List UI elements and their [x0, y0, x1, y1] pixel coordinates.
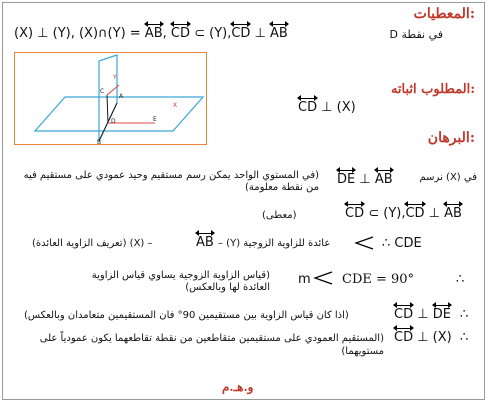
- given-point-text: في نقطة D: [389, 28, 443, 41]
- label-x: X: [173, 102, 178, 109]
- proof-line2-cd-2: CD: [405, 206, 424, 221]
- given-perp: ⊥: [250, 26, 271, 41]
- given-cd-2: CD: [231, 26, 250, 41]
- proof-line5-cd: CD: [394, 307, 413, 322]
- angle-icon: [353, 236, 375, 250]
- proof-line5-statement: CD ⊥ DE: [394, 307, 451, 322]
- therefore-sign: ∴: [382, 236, 391, 251]
- proof-line1-de: DE: [337, 172, 355, 187]
- proof-line6-cd: CD: [394, 330, 413, 345]
- label-e: E: [153, 116, 157, 123]
- proof-line5-de: DE: [433, 307, 451, 322]
- required-statement: CD ⊥ (X): [298, 100, 356, 115]
- angle-icon: [312, 271, 334, 285]
- given-prefix: (X) ⊥ (Y), (X)∩(Y) =: [14, 26, 145, 41]
- therefore-sign: ∴: [460, 330, 469, 345]
- given-ab-2: AB: [270, 26, 288, 41]
- given-cd-1: CD: [171, 26, 190, 41]
- proof-line1-ab: AB: [375, 172, 393, 187]
- given-subset: ⊂ (Y),: [189, 26, 232, 41]
- proof-line2-statement: CD ⊂ (Y),CD ⊥ AB: [345, 206, 462, 221]
- label-b: B: [97, 139, 102, 144]
- figure-frame: [14, 52, 207, 145]
- proof-line2-ab: AB: [444, 206, 462, 221]
- proof-line3-statement: [382, 236, 422, 251]
- given-heading: المعطيات:: [413, 6, 475, 22]
- proof-line6-statement: CD ⊥ (X): [394, 330, 452, 345]
- planes-diagram: [15, 53, 206, 144]
- label-a: A: [119, 93, 124, 100]
- proof-line3-reason-part2: – (X) (تعريف الزاوية العائدة): [32, 238, 153, 249]
- proof-line6-reason: (المستقيم العمودي على مستقيمين متقاطعين من نقطة تقاطعهما يكون عمودياً على مستويهما): [39, 333, 384, 357]
- label-y: Y: [113, 74, 117, 81]
- proof-line1-statement: DE ⊥ AB: [337, 172, 393, 187]
- proof-heading: البرهان:: [427, 130, 475, 146]
- proof-line2-reason: (معطى): [262, 210, 297, 221]
- proof-line4-statement: CDE = 90°: [342, 272, 415, 287]
- proof-line5-reason: (اذا كان قياس الزاوية بين مستقيمين 90° فان المستقيمين متعامدان وبالعكس): [24, 310, 349, 321]
- required-heading: المطلوب اثباته:: [390, 82, 475, 97]
- angle-cde: CDE: [394, 236, 422, 251]
- proof-line4-reason: (قياس الزاوية الزوجية يساوي قياس الزاوية العائدة لها وبالعكس): [91, 270, 270, 293]
- proof-line3-ab: AB: [196, 235, 214, 250]
- proof-line1-reason: (في المستوي الواحد يمكن رسم مستقيم وحيد عمودي على مستقيم فيه من نقطة معلومة): [23, 170, 319, 193]
- proof-line3-reason-part1: عائدة للزاوية الزوجية (Y) –: [218, 238, 331, 249]
- required-cd: CD: [298, 100, 317, 115]
- proof-line4-m: m: [298, 272, 311, 287]
- proof-line2-cd: CD: [345, 206, 364, 221]
- therefore-sign: ∴: [456, 272, 465, 287]
- given-ab: AB: [145, 26, 163, 41]
- given-statement: [14, 26, 288, 41]
- proof-line1-prefix: في (X) نرسم: [419, 172, 477, 183]
- therefore-sign: ∴: [460, 307, 469, 322]
- label-c: C: [100, 88, 105, 95]
- given-sep: ,: [162, 26, 171, 41]
- qed-mark: و.هـ.م: [222, 380, 254, 394]
- label-d: D: [111, 118, 116, 125]
